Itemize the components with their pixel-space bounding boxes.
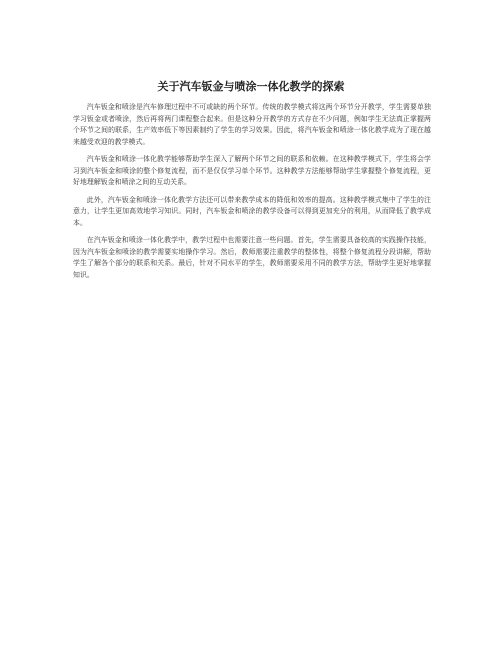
document-body [73, 102, 431, 287]
paragraph-1: 汽车钣金和喷涂是汽车修理过程中不可或缺的两个环节。传统的教学模式将这两个环节分开教学，学生需要单独学习钣金或者喷涂，然后再将两门课程整合起来。但是这种分开教学的方式存在不少问题，例如学生无法真正掌握两个环节之间的联系，生产效率低下等因素制约了学生的学习效果。因此，将汽车钣金和喷涂一体化教学成为了现在越来越受欢迎的教学模式。 [73, 103, 431, 146]
paragraph-3: 此外，汽车钣金和喷涂一体化教学方法还可以带来教学成本的降低和效率的提高。这种教学模式集中了学生的注意力，让学生更加高效地学习知识。同时，汽车钣金和喷涂的教学设备可以得到更加充分的利用，从而降低了教学成本。 [73, 195, 431, 227]
paragraph-4: 在汽车钣金和喷涂一体化教学中，教学过程中也需要注意一些问题。首先，学生需要具备较高的实践操作技能，因为汽车钣金和喷涂的教学需要实地操作学习。然后，教师需要注重教学的整体性，将整个修复流程分段讲解，帮助学生了解各个部分的联系和关系。最后，针对不同水平的学生，教师需要采用不同的教学方法，帮助学生更好地掌握知识。 [73, 236, 431, 279]
page-title: 关于汽车钣金与喷涂一体化教学的探索 [157, 80, 345, 93]
paragraph-2: 汽车钣金和喷涂一体化教学能够帮助学生深入了解两个环节之间的联系和依赖。在这种教学模式下，学生将会学习到汽车钣金和喷涂的整个修复流程，而不是仅仅学习单个环节。这种教学方法能够帮助学生掌握整个修复流程，更好地理解钣金和喷涂之间的互动关系。 [73, 155, 431, 186]
